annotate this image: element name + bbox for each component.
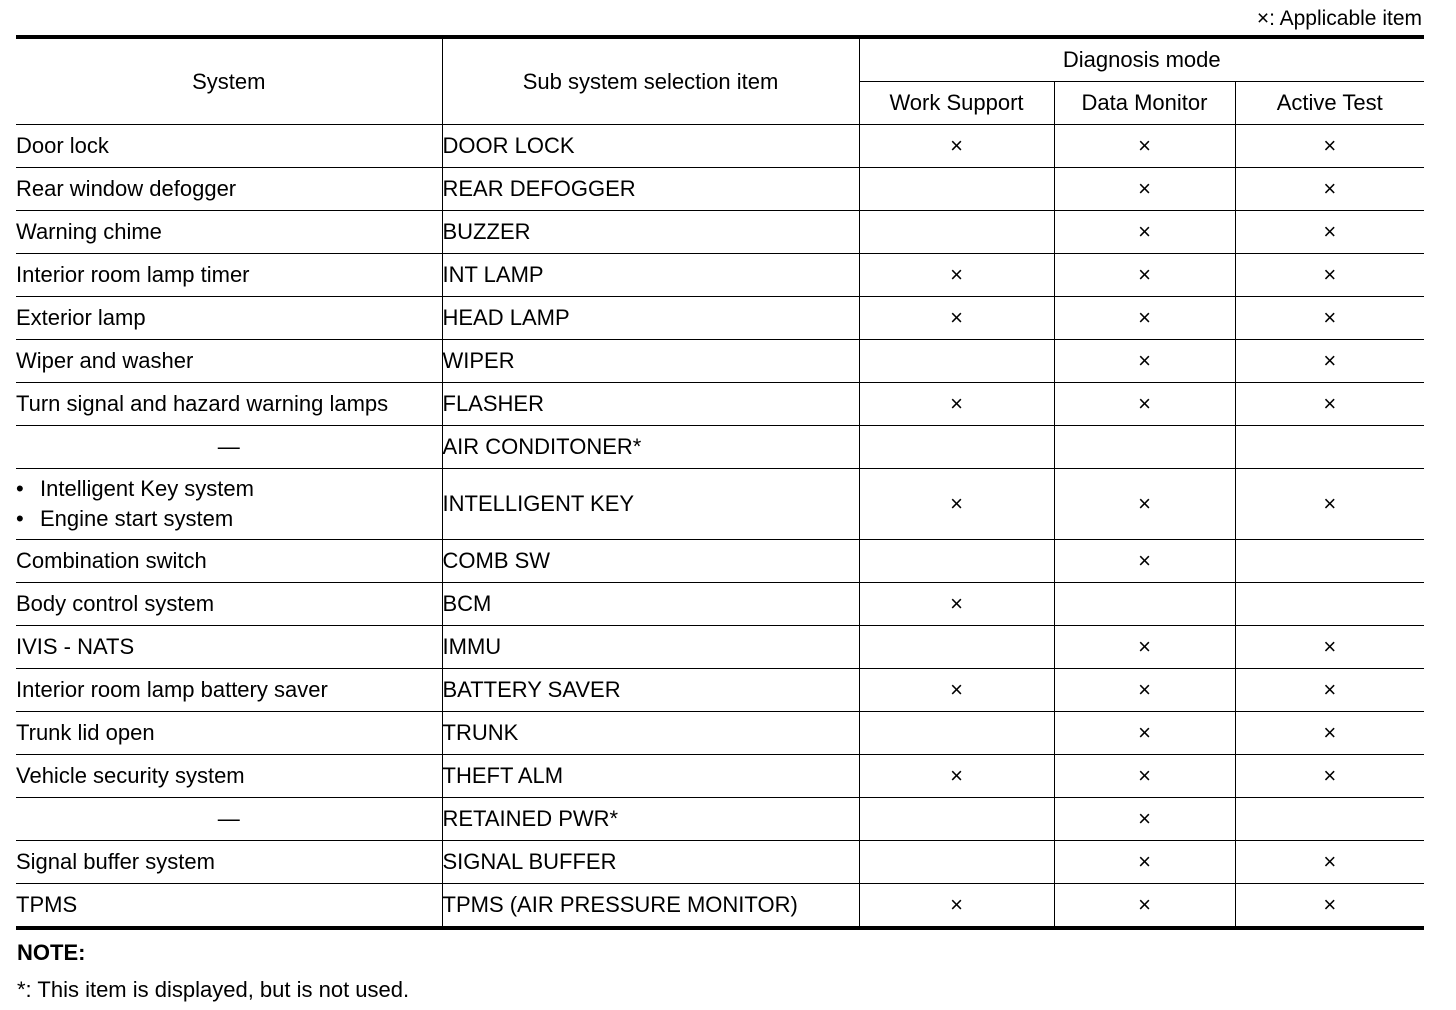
table-row: [16, 712, 1424, 755]
table-row: [16, 254, 1424, 297]
work-support-mark: ×: [859, 254, 1054, 297]
system-cell: Vehicle security system: [16, 755, 442, 798]
active-test-mark: ×: [1235, 340, 1424, 383]
data-monitor-mark: ×: [1054, 712, 1235, 755]
table-row: [16, 125, 1424, 168]
active-test-mark: ×: [1235, 755, 1424, 798]
sub-system-cell: SIGNAL BUFFER: [442, 841, 859, 884]
sub-system-cell: BCM: [442, 583, 859, 626]
active-test-mark: ×: [1235, 297, 1424, 340]
work-support-mark: [859, 626, 1054, 669]
table-row: [16, 669, 1424, 712]
table-row: [16, 798, 1424, 841]
data-monitor-mark: ×: [1054, 297, 1235, 340]
data-monitor-mark: [1054, 583, 1235, 626]
header-data-monitor: Data Monitor: [1054, 82, 1235, 125]
table-row: [16, 168, 1424, 211]
active-test-mark: ×: [1235, 254, 1424, 297]
work-support-mark: ×: [859, 755, 1054, 798]
header-active-test: Active Test: [1235, 82, 1424, 125]
data-monitor-mark: ×: [1054, 540, 1235, 583]
sub-system-cell: IMMU: [442, 626, 859, 669]
system-cell: Interior room lamp battery saver: [16, 669, 442, 712]
work-support-mark: [859, 211, 1054, 254]
sub-system-cell: RETAINED PWR*: [442, 798, 859, 841]
table-row: [16, 297, 1424, 340]
work-support-mark: ×: [859, 583, 1054, 626]
system-cell: Body control system: [16, 583, 442, 626]
active-test-mark: ×: [1235, 211, 1424, 254]
data-monitor-mark: ×: [1054, 755, 1235, 798]
data-monitor-mark: ×: [1054, 125, 1235, 168]
table-row: [16, 755, 1424, 798]
system-cell-bullets: [16, 469, 442, 540]
system-cell: Exterior lamp: [16, 297, 442, 340]
work-support-mark: [859, 712, 1054, 755]
data-monitor-mark: [1054, 426, 1235, 469]
table-row: [16, 340, 1424, 383]
work-support-mark: ×: [859, 297, 1054, 340]
system-cell: Signal buffer system: [16, 841, 442, 884]
table-row: [16, 884, 1424, 929]
system-cell: Door lock: [16, 125, 442, 168]
work-support-mark: ×: [859, 884, 1054, 929]
data-monitor-mark: ×: [1054, 469, 1235, 540]
table-row: [16, 211, 1424, 254]
table-row: [16, 383, 1424, 426]
active-test-mark: ×: [1235, 884, 1424, 929]
data-monitor-mark: ×: [1054, 168, 1235, 211]
table-row: [16, 469, 1424, 540]
work-support-mark: [859, 168, 1054, 211]
work-support-mark: ×: [859, 125, 1054, 168]
sub-system-cell: FLASHER: [442, 383, 859, 426]
active-test-mark: [1235, 798, 1424, 841]
work-support-mark: [859, 340, 1054, 383]
table-row: [16, 583, 1424, 626]
table-row: [16, 540, 1424, 583]
data-monitor-mark: ×: [1054, 798, 1235, 841]
system-cell-dash: —: [16, 426, 442, 469]
header-sub-system: Sub system selection item: [442, 37, 859, 125]
legend-applicable-item: ×: Applicable item: [1256, 7, 1422, 30]
note-text: *: This item is displayed, but is not used.: [17, 977, 410, 1002]
system-cell: Combination switch: [16, 540, 442, 583]
system-cell: Turn signal and hazard warning lamps: [16, 383, 442, 426]
system-bullet-item: • Engine start system: [16, 504, 442, 534]
data-monitor-mark: ×: [1054, 669, 1235, 712]
system-cell: Interior room lamp timer: [16, 254, 442, 297]
data-monitor-mark: ×: [1054, 841, 1235, 884]
system-cell: Trunk lid open: [16, 712, 442, 755]
work-support-mark: [859, 540, 1054, 583]
sub-system-cell: REAR DEFOGGER: [442, 168, 859, 211]
table-row: [16, 626, 1424, 669]
sub-system-cell: AIR CONDITONER*: [442, 426, 859, 469]
active-test-mark: ×: [1235, 669, 1424, 712]
data-monitor-mark: ×: [1054, 340, 1235, 383]
work-support-mark: ×: [859, 469, 1054, 540]
data-monitor-mark: ×: [1054, 626, 1235, 669]
active-test-mark: ×: [1235, 841, 1424, 884]
sub-system-cell: WIPER: [442, 340, 859, 383]
system-cell-dash: —: [16, 798, 442, 841]
sub-system-cell: INT LAMP: [442, 254, 859, 297]
header-work-support: Work Support: [859, 82, 1054, 125]
active-test-mark: ×: [1235, 383, 1424, 426]
system-cell: IVIS - NATS: [16, 626, 442, 669]
sub-system-cell: TPMS (AIR PRESSURE MONITOR): [442, 884, 859, 929]
system-cell: Wiper and washer: [16, 340, 442, 383]
data-monitor-mark: ×: [1054, 884, 1235, 929]
work-support-mark: ×: [859, 669, 1054, 712]
sub-system-cell: DOOR LOCK: [442, 125, 859, 168]
active-test-mark: ×: [1235, 125, 1424, 168]
note-title: NOTE:: [17, 940, 86, 965]
active-test-mark: [1235, 426, 1424, 469]
data-monitor-mark: ×: [1054, 254, 1235, 297]
table-row: [16, 426, 1424, 469]
work-support-mark: [859, 426, 1054, 469]
system-bullet-list: [16, 474, 442, 534]
active-test-mark: ×: [1235, 626, 1424, 669]
sub-system-cell: BUZZER: [442, 211, 859, 254]
active-test-mark: [1235, 583, 1424, 626]
header-diagnosis-mode: Diagnosis mode: [859, 37, 1424, 82]
table-row: [16, 841, 1424, 884]
sub-system-cell: BATTERY SAVER: [442, 669, 859, 712]
sub-system-cell: THEFT ALM: [442, 755, 859, 798]
active-test-mark: ×: [1235, 712, 1424, 755]
active-test-mark: [1235, 540, 1424, 583]
active-test-mark: ×: [1235, 469, 1424, 540]
sub-system-cell: COMB SW: [442, 540, 859, 583]
active-test-mark: ×: [1235, 168, 1424, 211]
header-system: System: [16, 37, 442, 125]
work-support-mark: ×: [859, 383, 1054, 426]
work-support-mark: [859, 798, 1054, 841]
work-support-mark: [859, 841, 1054, 884]
sub-system-cell: INTELLIGENT KEY: [442, 469, 859, 540]
sub-system-cell: HEAD LAMP: [442, 297, 859, 340]
system-bullet-item: • Intelligent Key system: [16, 474, 442, 504]
data-monitor-mark: ×: [1054, 211, 1235, 254]
system-cell: TPMS: [16, 884, 442, 929]
system-cell: Rear window defogger: [16, 168, 442, 211]
system-cell: Warning chime: [16, 211, 442, 254]
diagnosis-mode-table: [16, 35, 1424, 930]
sub-system-cell: TRUNK: [442, 712, 859, 755]
data-monitor-mark: ×: [1054, 383, 1235, 426]
